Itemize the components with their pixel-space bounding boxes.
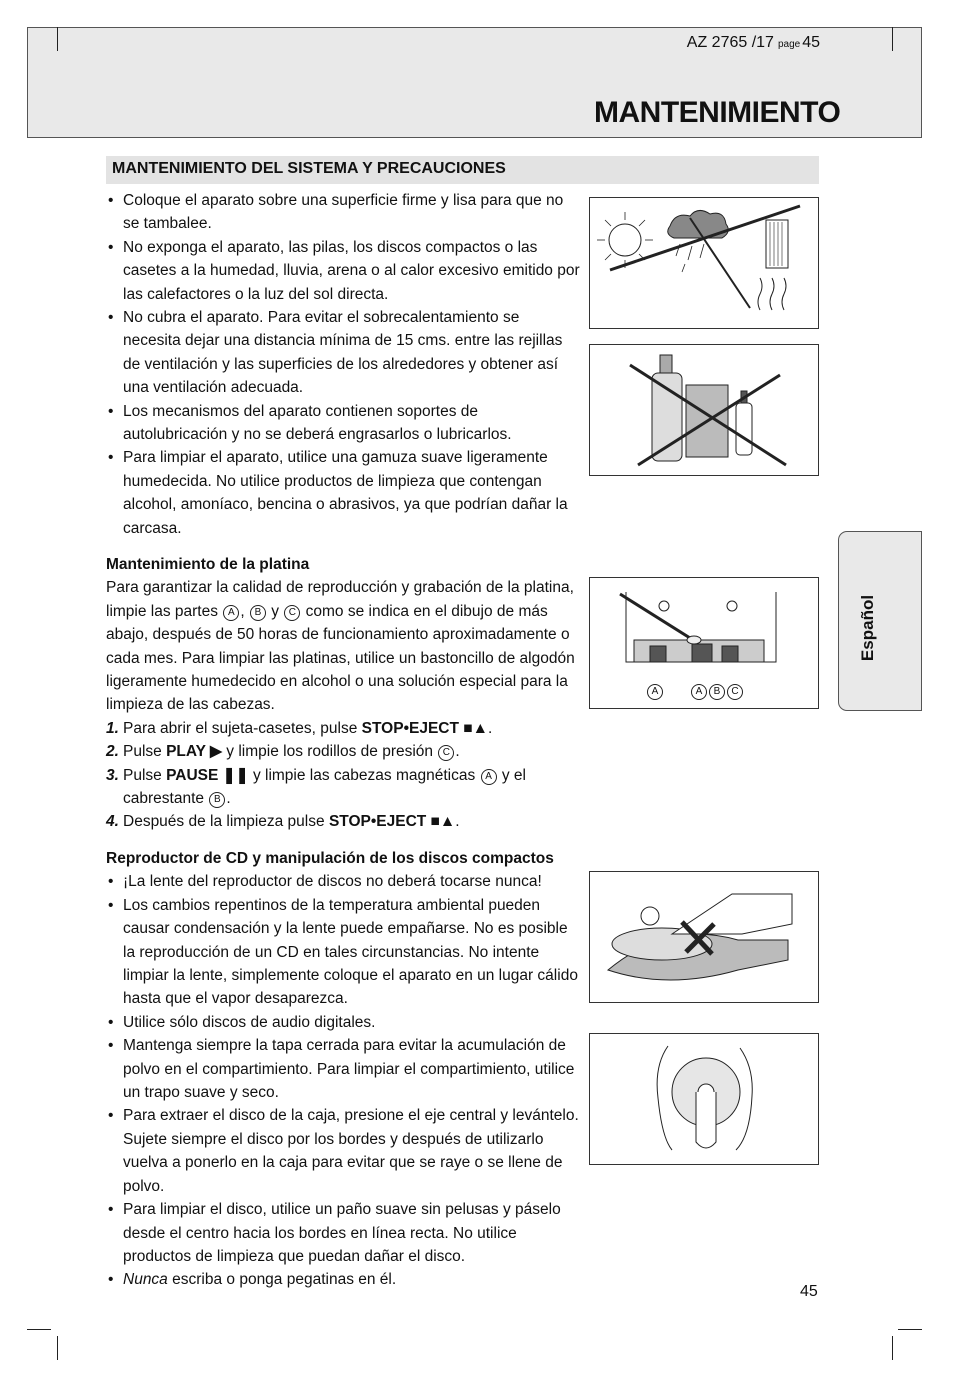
list-item: • Mantenga siempre la tapa cerrada para evitar la acumulación de polvo en el compartimiento. Para limpiar el compartimiento, utilice un trapo suave y seco. [106, 1034, 581, 1104]
figure-do-not-touch-lens [589, 871, 819, 1003]
part-c-marker: C [284, 605, 300, 621]
subsection-heading: Mantenimiento de la platina [106, 556, 310, 573]
list-item: • No cubra el aparato. Para evitar el sobrecalentamiento se necesita dejar una distancia mínima de 15 cms. entre las rejillas de ventilación y las superficies de los alrededores y obtener así una ventilación adecuada. [106, 306, 581, 400]
maintenance-bullets [106, 189, 581, 540]
page-number: 45 [800, 1283, 818, 1300]
step-item: 4. Después de la limpieza pulse STOP•EJECT ■▲. [106, 813, 460, 831]
step-item: 3. Pulse PAUSE ❚❚ y limpie las cabezas magnéticas A y el cabrestante B . [106, 766, 526, 808]
weather-heat-illustration [590, 198, 818, 328]
cd-handling [106, 847, 581, 1292]
page-title: MANTENIMIENTO [594, 96, 841, 129]
cleaning-products-illustration [590, 345, 818, 475]
part-b-marker: B [209, 792, 225, 808]
section-heading-bar [106, 156, 819, 184]
crop-mark [898, 1329, 922, 1330]
list-item: • Los cambios repentinos de la temperatura ambiental pueden causar condensación y la lente puede empañarse. No es posible la reproducción de un CD en tales circunstancias. No intente limpiar la lente, simplemente coloque el aparato en un lugar cálido hasta que el vapor desaparezca. [106, 894, 581, 1011]
crop-mark [892, 27, 893, 51]
list-item: • Coloque el aparato sobre una superficie firme y lisa para que no se tambalee. [106, 189, 581, 236]
list-item: • No exponga el aparato, las pilas, los discos compactos o las casetes a la humedad, lluvia, arena o al calor excesivo emitido por las calefactores o la luz del sol directa. [106, 236, 581, 306]
figure-cd-handling [589, 1033, 819, 1165]
crop-mark [27, 1329, 51, 1330]
list-item: • Para limpiar el aparato, utilice una gamuza suave ligeramente humedecida. No utilice productos de limpieza que contengan alcohol, amoníaco, bencina o abrasivos, ya que podrían dañar la carcasa. [106, 446, 581, 540]
language-tab-label: Español [858, 594, 878, 662]
list-item: • Para limpiar el disco, utilice un paño suave sin pelusas y páselo desde el centro hacia los bordes en línea recta. No utilice productos de limpieza que puedan dañar el disco. [106, 1198, 581, 1268]
part-c-marker: C [438, 745, 454, 761]
language-tab [838, 531, 922, 711]
cd-lens-illustration [590, 872, 818, 1002]
deck-maintenance [106, 553, 581, 834]
crop-mark [57, 27, 58, 51]
crop-mark [892, 1336, 893, 1360]
list-item: • Para extraer el disco de la caja, presione el eje central y levántelo. Sujete siempre el disco por los bordes y después de utilizarlo vuelva a ponerlo en la caja para evitar que se raye o se llene de polvo. [106, 1104, 581, 1198]
figure-no-chemicals [589, 344, 819, 476]
list-item: • Utilice sólo discos de audio digitales. [106, 1011, 581, 1034]
step-item: 1. Para abrir el sujeta-casetes, pulse STOP•EJECT ■▲. [106, 719, 493, 737]
subsection-heading: Reproductor de CD y manipulación de los discos compactos [106, 850, 554, 867]
paragraph: Para garantizar la calidad de reproducción y grabación de la platina, limpie las partes A , B y C como se indica en el dibujo de más abajo, después de 50 horas de funcionamiento aproximadamente o cada mes. Para limpiar las platinas, utilice un bastoncillo de algodón ligeramente humedecido en alcohol o una solución especial para la limpieza de las cabezas. [106, 579, 575, 714]
figure-label-a: A [646, 682, 664, 700]
list-item: • Los mecanismos del aparato contienen soportes de autolubricación y no se deberá engrasarlos o lubricarlos. [106, 400, 581, 447]
model-reference: AZ 2765 /17 page 45 [686, 34, 820, 51]
hand-cd-illustration [590, 1034, 818, 1164]
list-item: • Nunca escriba o ponga pegatinas en él. [106, 1268, 581, 1291]
figure-labels-abc: A B C [690, 682, 744, 700]
figure-no-heat-moisture [589, 197, 819, 329]
figure-cassette-deck [589, 577, 819, 709]
part-a-marker: A [223, 605, 239, 621]
step-item: 2. Pulse PLAY ▶ y limpie los rodillos de presión C . [106, 743, 460, 761]
part-b-marker: B [250, 605, 266, 621]
section-heading: MANTENIMIENTO DEL SISTEMA Y PRECAUCIONES [112, 160, 506, 177]
crop-mark [57, 1336, 58, 1360]
part-a-marker: A [481, 769, 497, 785]
list-item: • ¡La lente del reproductor de discos no deberá tocarse nunca! [106, 870, 581, 893]
